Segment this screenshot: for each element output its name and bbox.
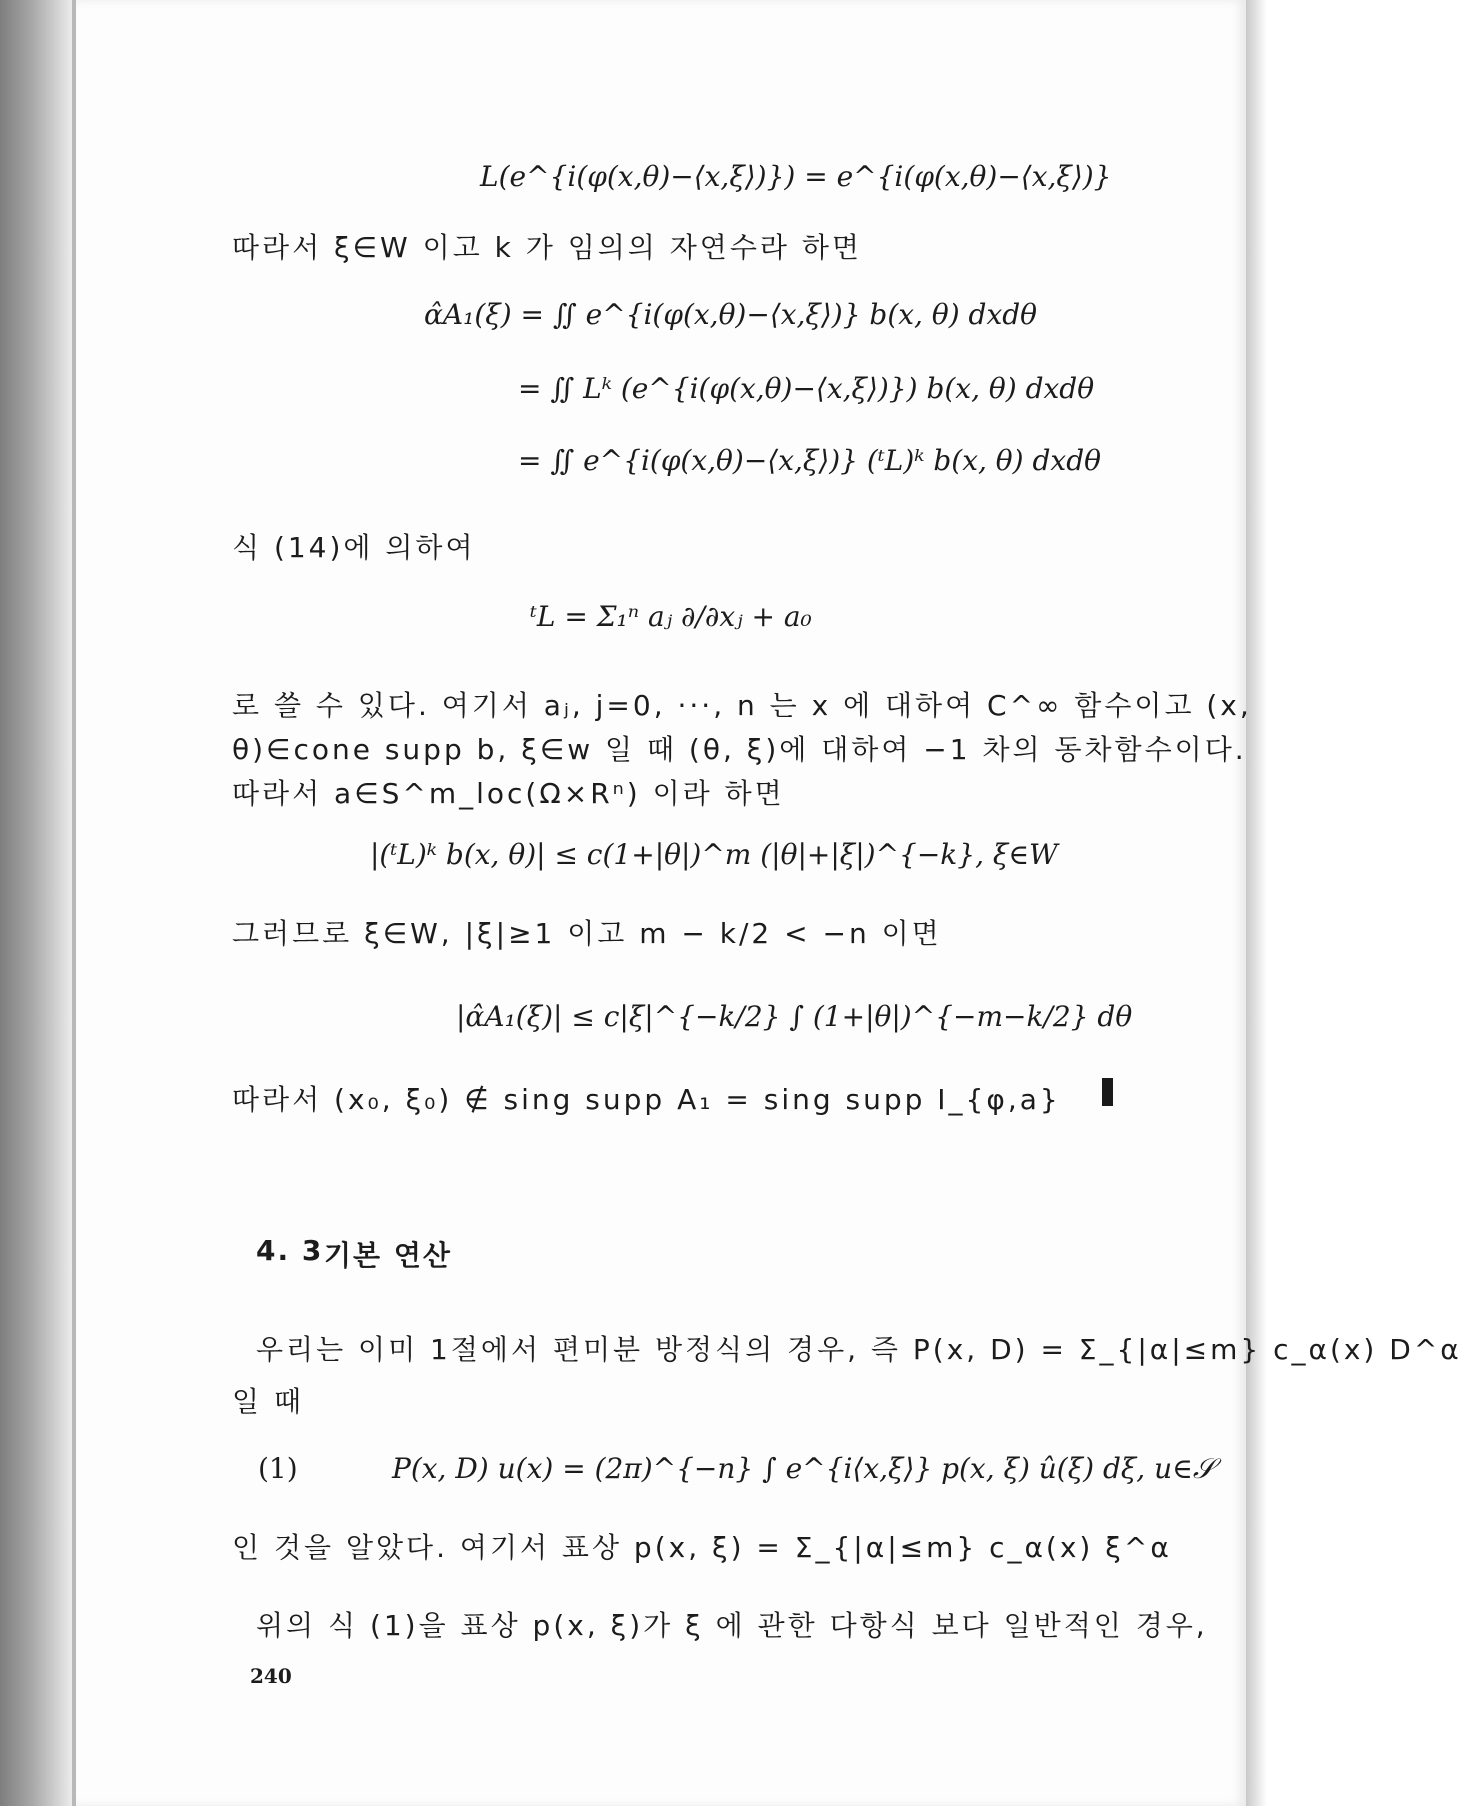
equation-tL-operator: ᵗL = Σ₁ⁿ aⱼ ∂/∂xⱼ + a₀ [530,600,812,633]
text-line: 위의 식 (1)을 표상 p(x, ξ)가 ξ 에 관한 다항식 보다 일반적인 경우, [256,1609,1208,1642]
page-number: 240 [250,1664,292,1688]
equation-A1-bound: |α̂A₁(ξ)| ≤ c|ξ|^{−k/2} ∫ (1+|θ|)^{−m−k/2} dθ [456,1000,1133,1033]
equation-1: P(x, D) u(x) = (2π)^{−n} ∫ e^{i⟨x,ξ⟩} p(x, ξ) û(ξ) dξ, u∈𝒮 [392,1452,1215,1485]
text-line: 따라서 a∈S^m_loc(Ω×Rⁿ) 이라 하면 [232,777,785,810]
section-number: 4. 3 [256,1234,324,1267]
equation-A1-step2: = ∬ Lᵏ (e^{i(φ(x,θ)−⟨x,ξ⟩)}) b(x, θ) dxdθ [518,372,1095,405]
text-line: 로 쓸 수 있다. 여기서 aⱼ, j=0, ···, n 는 x 에 대하여 C^∞ 함수이고 (x, [232,689,1252,722]
equation-L-exponential: L(e^{i(φ(x,θ)−⟨x,ξ⟩)}) = e^{i(φ(x,θ)−⟨x,ξ⟩)} [480,160,1112,193]
book-spine [0,0,72,1806]
text-line: 일 때 [232,1385,304,1418]
equation-estimate: |(ᵗL)ᵏ b(x, θ)| ≤ c(1+|θ|)^m (|θ|+|ξ|)^{−k}, ξ∈W [370,838,1058,871]
text-line: 따라서 ξ∈W 이고 k 가 임의의 자연수라 하면 [232,231,862,264]
text-line: 식 (14)에 의하여 [232,531,476,564]
text-line: 그러므로 ξ∈W, |ξ|≥1 이고 m − k/2 < −n 이면 [232,917,942,950]
page-right-shadow [1246,0,1267,1806]
text-line: θ)∈cone supp b, ξ∈w 일 때 (θ, ξ)에 대하여 −1 차의 동차함수이다. [232,733,1247,766]
text-line: 따라서 (x₀, ξ₀) ∉ sing supp A₁ = sing supp I_{φ,a} [232,1083,1061,1116]
end-of-proof-mark [1102,1078,1113,1106]
text-line: 인 것을 알았다. 여기서 표상 p(x, ξ) = Σ_{|α|≤m} c_α(x) ξ^α [232,1531,1172,1564]
section-title: 기본 연산 [324,1239,452,1272]
equation-A1-hat: α̂A₁(ξ) = ∬ e^{i(φ(x,θ)−⟨x,ξ⟩)} b(x, θ) dxdθ [424,298,1038,331]
text-line: 우리는 이미 1절에서 편미분 방정식의 경우, 즉 P(x, D) = Σ_{|α|≤m} c_α(x) D^α [256,1333,1462,1366]
equation-A1-step3: = ∬ e^{i(φ(x,θ)−⟨x,ξ⟩)} (ᵗL)ᵏ b(x, θ) dxdθ [518,444,1101,477]
equation-label: (1) [258,1452,298,1485]
